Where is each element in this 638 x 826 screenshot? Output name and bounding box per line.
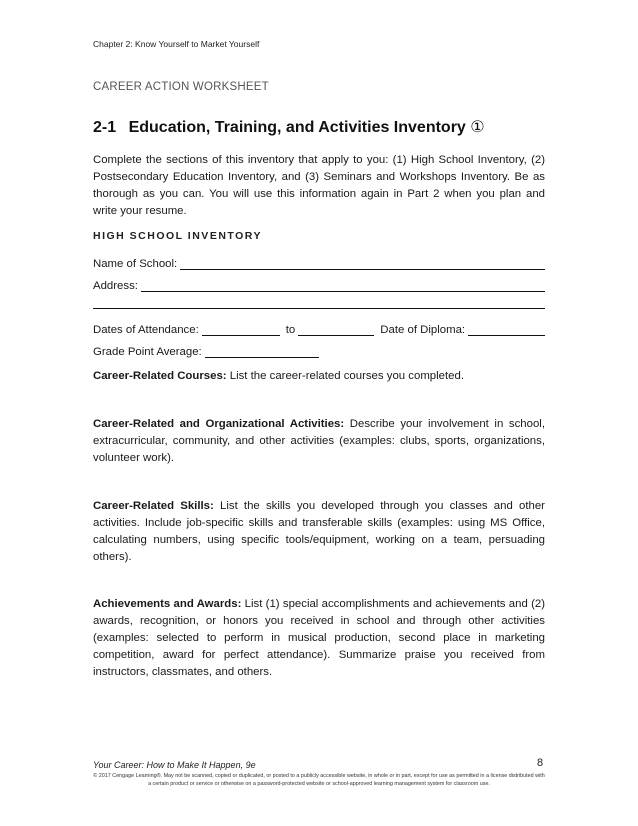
achievements-label: Achievements and Awards:	[93, 598, 242, 610]
name-of-school-label: Name of School:	[93, 258, 178, 270]
address-line-2-field[interactable]	[93, 308, 545, 309]
address-row	[93, 274, 545, 292]
copyright-notice: © 2017 Cengage Learning®. May not be scanned, copied or duplicated, or posted to a publicly accessible website, in whole or in part, except for use as permitted in a license distributed with a certain product or service or otherwise on a password-protected website or school-approved learning management system for classroom use.	[93, 773, 545, 787]
attendance-end-field[interactable]	[298, 322, 374, 336]
footer-book-title: Your Career: How to Make It Happen, 9e	[93, 760, 256, 770]
date-of-diploma-field[interactable]	[468, 322, 545, 336]
running-header: Chapter 2: Know Yourself to Market Yourself	[93, 39, 260, 49]
title-text: Education, Training, and Activities Inventory	[128, 119, 466, 136]
achievements-text: List (1) special accomplishments and achievements and (2) awards, recognition, or honors you received in school and through other activities (examples: selected to perform in musical production, second place in marketing competition, award for perfect attendance). Summarize praise you received from instructors, classmates, and others.	[93, 598, 545, 678]
gpa-row	[93, 340, 545, 358]
gpa-field[interactable]	[205, 344, 319, 358]
page-title	[93, 117, 485, 137]
skills-text: List the skills you developed through you classes and other activities. Include job-specific skills and transferable skills (examples: using MS Office, calculating numbers, using specific tools/equipment, working on a team, persuading others).	[93, 500, 545, 563]
attendance-start-field[interactable]	[202, 322, 280, 336]
address-field[interactable]	[141, 278, 545, 292]
to-label: to	[285, 324, 296, 336]
achievements-prompt	[93, 596, 545, 681]
activities-label: Career-Related and Organizational Activities:	[93, 418, 345, 430]
dates-row	[93, 318, 545, 336]
dates-of-attendance-label: Dates of Attendance:	[93, 324, 199, 336]
page-number: 8	[537, 757, 544, 769]
activities-prompt	[93, 416, 545, 467]
gpa-label: Grade Point Average:	[93, 346, 202, 358]
skills-label: Career-Related Skills:	[93, 500, 214, 512]
activities-text: Describe your involvement in school, extracurricular, community, and other activities (examples: clubs, sports, organizations, volunteer work).	[93, 418, 545, 464]
name-of-school-field[interactable]	[180, 256, 545, 270]
title-number: 2-1	[93, 119, 117, 136]
intro-paragraph: Complete the sections of this inventory that apply to you: (1) High School Inventory, (2) Postsecondary Education Inventory, and (3) Seminars and Workshops Inventory. Be as thorough as you can. You will use this information again in Part 2 when you plan and write your resume.	[93, 154, 545, 217]
worksheet-label: CAREER ACTION WORKSHEET	[93, 81, 269, 93]
date-of-diploma-label: Date of Diploma:	[380, 324, 466, 336]
section-heading: HIGH SCHOOL INVENTORY	[93, 230, 262, 242]
circled-one-icon: ①	[470, 117, 485, 136]
courses-text: List the career-related courses you completed.	[226, 370, 465, 382]
courses-prompt	[93, 368, 545, 385]
skills-prompt	[93, 498, 545, 566]
address-label: Address:	[93, 280, 138, 292]
courses-label: Career-Related Courses:	[93, 370, 227, 382]
name-of-school-row	[93, 252, 545, 270]
